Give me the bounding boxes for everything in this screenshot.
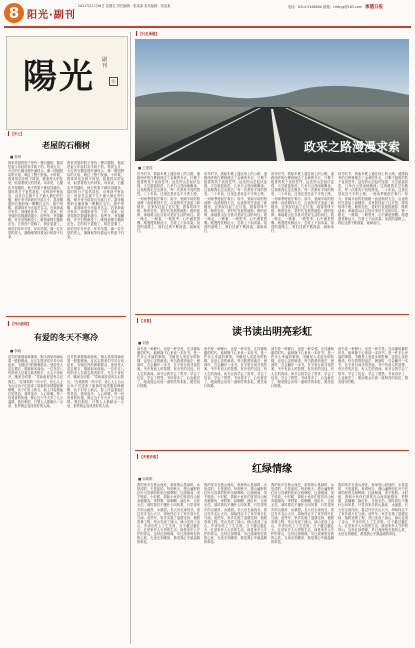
section-title: 阳光·副刊 <box>27 10 76 21</box>
article-byline: ■ 孙晓明 <box>138 477 153 481</box>
article-body-col2: 初冬的承德寒意渐浓，街头巷尾却涌动着一股股暖流。社区志愿者们早早行动起来，为辖区内的困难群众、独居老人送去棉衣、棉被和米面油。一位年过八旬的老人拉着志愿者的手，久久不肯松开，嘴里念叨着：“党和政府没有忘记我们。”在城郊的一所小学，爱心人士为山区孩子们送来了崭新的羽绒服和保暖靴，孩子们穿上新衣，脸上洋溢着灿烂的笑容。寒风虽冷，人心却暖。每一份善意的传递，都让这个冬天多了几分温情。我们相信，只要人人都献出一点爱，世界就会变成美好的人间。 <box>67 355 124 409</box>
article-title: 红绿情缘 <box>252 464 292 475</box>
section-divider <box>6 316 126 317</box>
article-byline: ■ 李晓 <box>10 349 22 353</box>
article-body-col4: 初冬时节，我驱车驶上通往坝上的公路。道路两旁的白桦林褪去了金黄的外衣，只剩下挺拔的枝干直指苍穹。远处的山峦起伏连绵，天空湛蓝如洗，几朵白云悠闲地飘荡。这条路我走过无数次，每一次都有不同的感受。二十年前，这里还是坑洼不平的土路，一到雨季便泥泞难行；如今，宽阔平坦的柏油路一直延伸到天边，沿途的村庄盖起了新楼房，农家院挂起了红灯笼，游客络绎不绝。路的变化，是时代发展的缩影；路的延伸，承载着山区百姓对美好生活的向往。我一路走，一路看，一路思考，心中满是感慨。路漫漫其修远兮，吾将上下而求索。前进的道路上，我们还需不断探索，砥砺前行。 <box>338 172 408 226</box>
article-byline: ■ 张明 <box>10 155 22 159</box>
article-byline: ■ 王建国 <box>138 166 153 170</box>
article-tag: 【乡土】 <box>8 131 24 136</box>
article-title: 老屋的石榴树 <box>42 140 90 150</box>
article-title: 读书读出明亮彩虹 <box>232 327 312 338</box>
page-number-badge: 8 <box>4 3 24 23</box>
article-tag: 【乡愁乡韵】 <box>137 454 160 459</box>
column-divider <box>130 32 131 644</box>
header-meta-left: 2021年11月26日 星期五 责任编辑：张某某 美术编辑：张某某 <box>78 4 171 8</box>
article-title: 有爱的冬天不寒冷 <box>34 332 98 342</box>
paper-name: 承德日报 <box>365 5 383 10</box>
article-body-col4: 我的家乡在燕山深处，那里的山是绿的，水是清的，天是蓝的。每到秋天，漫山遍野的红叶与苍翠的松柏交相辉映，红绿相间，美不胜收。小时候，我和小伙伴们常常在山间奔跑嬉戏，采野果、捉蝈蝈、摘红叶，无忧无虑。那时我们不懂什么叫风景，只觉得家乡的山最高、水最甜。长大后走南闯北，看过许多名山大川，却始终忘不了家乡那片红与绿。前些年，家乡实施了退耕还林、植树造林工程，荒山变成了绿山，绿山变成了金山，乡亲们吃上了生态饭，日子越过越红火。红是家乡人火热的生活，绿是家乡人守护的青山。这份红绿情缘，早已深深刻在我的心底，无论走到哪里，都是我心中最温暖的牵挂。 <box>338 483 408 537</box>
article-body-col1: 我家老屋的院子里有一棵石榴树，据说是祖父年轻时亲手栽下的。每到五月，火红的石榴花便开满枝头，像一团团燃烧的火焰，映红了整个院落。小时候，我常常站在树下仰望，数着枝头的花朵，盼望着秋天的到来。母亲说，石榴花开得越旺，秋天的果子就结得越多。那时的日子虽然清贫，可每到中秋前后，母亲总会摘下几个最大最红的石榴，掰开来分给我们兄妹几个。晶莹剔透的石榴籽像一颗颗红宝石，甜中带酸，那滋味至今还留在舌尖。后来我离开家乡，到城里读书、工作、成家，回老屋的次数越来越少。前些年，老屋翻修，许多旧物都没了，唯独那棵石榴树还在。它的枝干更粗了，树皮更皱了，却依旧年年开花，年年结果，像一位守望的老人，静静地等待着远行的游子归来。 <box>8 161 63 239</box>
header-meta-right: 电话：0314-2468000 邮箱：cdrbyg@163.com <box>287 5 362 9</box>
article-body-col3: 读书是一种修行，也是一种享受。在浮躁喧嚣的时代，能够静下心来读一本好书，是一件多么幸福的事情。书籍是人类进步的阶梯，也是心灵的港湾。每当我感到迷茫、困惑时，总会翻开一本书，在字里行间寻找答案。书中有前人的智慧，有历史的沉淀，有人生的真谛。读书让我学会了思考，学会了包容，学会了感恩。书读得多了，心也就亮了，眼前便会出现一道明亮的彩虹，照亮前行的路。 <box>271 347 334 388</box>
article-body-col1: 初冬时节，我驱车驶上通往坝上的公路。道路两旁的白桦林褪去了金黄的外衣，只剩下挺拔的枝干直指苍穹。远处的山峦起伏连绵，天空湛蓝如洗，几朵白云悠闲地飘荡。这条路我走过无数次，每一次都有不同的感受。二十年前，这里还是坑洼不平的土路，一到雨季便泥泞难行；如今，宽阔平坦的柏油路一直延伸到天边，沿途的村庄盖起了新楼房，农家院挂起了红灯笼，游客络绎不绝。路的变化，是时代发展的缩影；路的延伸，承载着山区百姓对美好生活的向往。我一路走，一路看，一路思考，心中满是感慨。路漫漫其修远兮，吾将上下而求索。前进的道路上，我们还需不断探索，砥砺前行。 <box>137 172 200 234</box>
photo-headline: 政采之路漫漫求索 <box>303 140 400 154</box>
article-tag: 【外出热线】 <box>8 321 31 326</box>
article-body-col2: 我家老屋的院子里有一棵石榴树，据说是祖父年轻时亲手栽下的。每到五月，火红的石榴花便开满枝头，像一团团燃烧的火焰，映红了整个院落。小时候，我常常站在树下仰望，数着枝头的花朵，盼望着秋天的到来。母亲说，石榴花开得越旺，秋天的果子就结得越多。那时的日子虽然清贫，可每到中秋前后，母亲总会摘下几个最大最红的石榴，掰开来分给我们兄妹几个。晶莹剔透的石榴籽像一颗颗红宝石，甜中带酸，那滋味至今还留在舌尖。后来我离开家乡，到城里读书、工作、成家，回老屋的次数越来越少。前些年，老屋翻修，许多旧物都没了，唯独那棵石榴树还在。它的枝干更粗了，树皮更皱了，却依旧年年开花，年年结果，像一位守望的老人，静静地等待着远行的游子归来。 <box>67 161 124 239</box>
article-tag: 【书香】 <box>137 318 153 323</box>
header-rule <box>4 26 411 28</box>
article-body-col1: 初冬的承德寒意渐浓，街头巷尾却涌动着一股股暖流。社区志愿者们早早行动起来，为辖区内的困难群众、独居老人送去棉衣、棉被和米面油。一位年过八旬的老人拉着志愿者的手，久久不肯松开，嘴里念叨着：“党和政府没有忘记我们。”在城郊的一所小学，爱心人士为山区孩子们送来了崭新的羽绒服和保暖靴，孩子们穿上新衣，脸上洋溢着灿烂的笑容。寒风虽冷，人心却暖。每一份善意的传递，都让这个冬天多了几分温情。我们相信，只要人人都献出一点爱，世界就会变成美好的人间。 <box>8 355 63 409</box>
masthead-calligraphy: 陽光 <box>23 57 95 97</box>
masthead-seal: 印 <box>109 77 118 86</box>
masthead-subtitle: 副刊 <box>102 57 108 69</box>
article-body-col3: 初冬时节，我驱车驶上通往坝上的公路。道路两旁的白桦林褪去了金黄的外衣，只剩下挺拔的枝干直指苍穹。远处的山峦起伏连绵，天空湛蓝如洗，几朵白云悠闲地飘荡。这条路我走过无数次，每一次都有不同的感受。二十年前，这里还是坑洼不平的土路，一到雨季便泥泞难行；如今，宽阔平坦的柏油路一直延伸到天边，沿途的村庄盖起了新楼房，农家院挂起了红灯笼，游客络绎不绝。路的变化，是时代发展的缩影；路的延伸，承载着山区百姓对美好生活的向往。我一路走，一路看，一路思考，心中满是感慨。路漫漫其修远兮，吾将上下而求索。前进的道路上，我们还需不断探索，砥砺前行。 <box>271 172 334 234</box>
article-body-col4: 读书是一种修行，也是一种享受。在浮躁喧嚣的时代，能够静下心来读一本好书，是一件多么幸福的事情。书籍是人类进步的阶梯，也是心灵的港湾。每当我感到迷茫、困惑时，总会翻开一本书，在字里行间寻找答案。书中有前人的智慧，有历史的沉淀，有人生的真谛。读书让我学会了思考，学会了包容，学会了感恩。书读得多了，心也就亮了，眼前便会出现一道明亮的彩虹，照亮前行的路。 <box>338 347 408 384</box>
article-body-col3: 我的家乡在燕山深处，那里的山是绿的，水是清的，天是蓝的。每到秋天，漫山遍野的红叶与苍翠的松柏交相辉映，红绿相间，美不胜收。小时候，我和小伙伴们常常在山间奔跑嬉戏，采野果、捉蝈蝈、摘红叶，无忧无虑。那时我们不懂什么叫风景，只觉得家乡的山最高、水最甜。长大后走南闯北，看过许多名山大川，却始终忘不了家乡那片红与绿。前些年，家乡实施了退耕还林、植树造林工程，荒山变成了绿山，绿山变成了金山，乡亲们吃上了生态饭，日子越过越红火。红是家乡人火热的生活，绿是家乡人守护的青山。这份红绿情缘，早已深深刻在我的心底，无论走到哪里，都是我心中最温暖的牵挂。 <box>271 483 334 545</box>
article-body-col1: 读书是一种修行，也是一种享受。在浮躁喧嚣的时代，能够静下心来读一本好书，是一件多么幸福的事情。书籍是人类进步的阶梯，也是心灵的港湾。每当我感到迷茫、困惑时，总会翻开一本书，在字里行间寻找答案。书中有前人的智慧，有历史的沉淀，有人生的真谛。读书让我学会了思考，学会了包容，学会了感恩。书读得多了，心也就亮了，眼前便会出现一道明亮的彩虹，照亮前行的路。 <box>137 347 200 388</box>
article-body-col2: 读书是一种修行，也是一种享受。在浮躁喧嚣的时代，能够静下心来读一本好书，是一件多么幸福的事情。书籍是人类进步的阶梯，也是心灵的港湾。每当我感到迷茫、困惑时，总会翻开一本书，在字里行间寻找答案。书中有前人的智慧，有历史的沉淀，有人生的真谛。读书让我学会了思考，学会了包容，学会了感恩。书读得多了，心也就亮了，眼前便会出现一道明亮的彩虹，照亮前行的路。 <box>204 347 267 388</box>
article-body-col1: 我的家乡在燕山深处，那里的山是绿的，水是清的，天是蓝的。每到秋天，漫山遍野的红叶与苍翠的松柏交相辉映，红绿相间，美不胜收。小时候，我和小伙伴们常常在山间奔跑嬉戏，采野果、捉蝈蝈、摘红叶，无忧无虑。那时我们不懂什么叫风景，只觉得家乡的山最高、水最甜。长大后走南闯北，看过许多名山大川，却始终忘不了家乡那片红与绿。前些年，家乡实施了退耕还林、植树造林工程，荒山变成了绿山，绿山变成了金山，乡亲们吃上了生态饭，日子越过越红火。红是家乡人火热的生活，绿是家乡人守护的青山。这份红绿情缘，早已深深刻在我的心底，无论走到哪里，都是我心中最温暖的牵挂。 <box>137 483 200 545</box>
section-divider <box>135 450 409 451</box>
section-divider <box>135 314 409 315</box>
article-body-col2: 初冬时节，我驱车驶上通往坝上的公路。道路两旁的白桦林褪去了金黄的外衣，只剩下挺拔的枝干直指苍穹。远处的山峦起伏连绵，天空湛蓝如洗，几朵白云悠闲地飘荡。这条路我走过无数次，每一次都有不同的感受。二十年前，这里还是坑洼不平的土路，一到雨季便泥泞难行；如今，宽阔平坦的柏油路一直延伸到天边，沿途的村庄盖起了新楼房，农家院挂起了红灯笼，游客络绎不绝。路的变化，是时代发展的缩影；路的延伸，承载着山区百姓对美好生活的向往。我一路走，一路看，一路思考，心中满是感慨。路漫漫其修远兮，吾将上下而求索。前进的道路上，我们还需不断探索，砥砺前行。 <box>204 172 267 234</box>
masthead-box <box>6 36 128 130</box>
article-byline: ■ 刘燕 <box>138 341 150 345</box>
article-body-col2: 我的家乡在燕山深处，那里的山是绿的，水是清的，天是蓝的。每到秋天，漫山遍野的红叶与苍翠的松柏交相辉映，红绿相间，美不胜收。小时候，我和小伙伴们常常在山间奔跑嬉戏，采野果、捉蝈蝈、摘红叶，无忧无虑。那时我们不懂什么叫风景，只觉得家乡的山最高、水最甜。长大后走南闯北，看过许多名山大川，却始终忘不了家乡那片红与绿。前些年，家乡实施了退耕还林、植树造林工程，荒山变成了绿山，绿山变成了金山，乡亲们吃上了生态饭，日子越过越红火。红是家乡人火热的生活，绿是家乡人守护的青山。这份红绿情缘，早已深深刻在我的心底，无论走到哪里，都是我心中最温暖的牵挂。 <box>204 483 267 545</box>
article-tag: 【行走承德】 <box>136 31 159 36</box>
